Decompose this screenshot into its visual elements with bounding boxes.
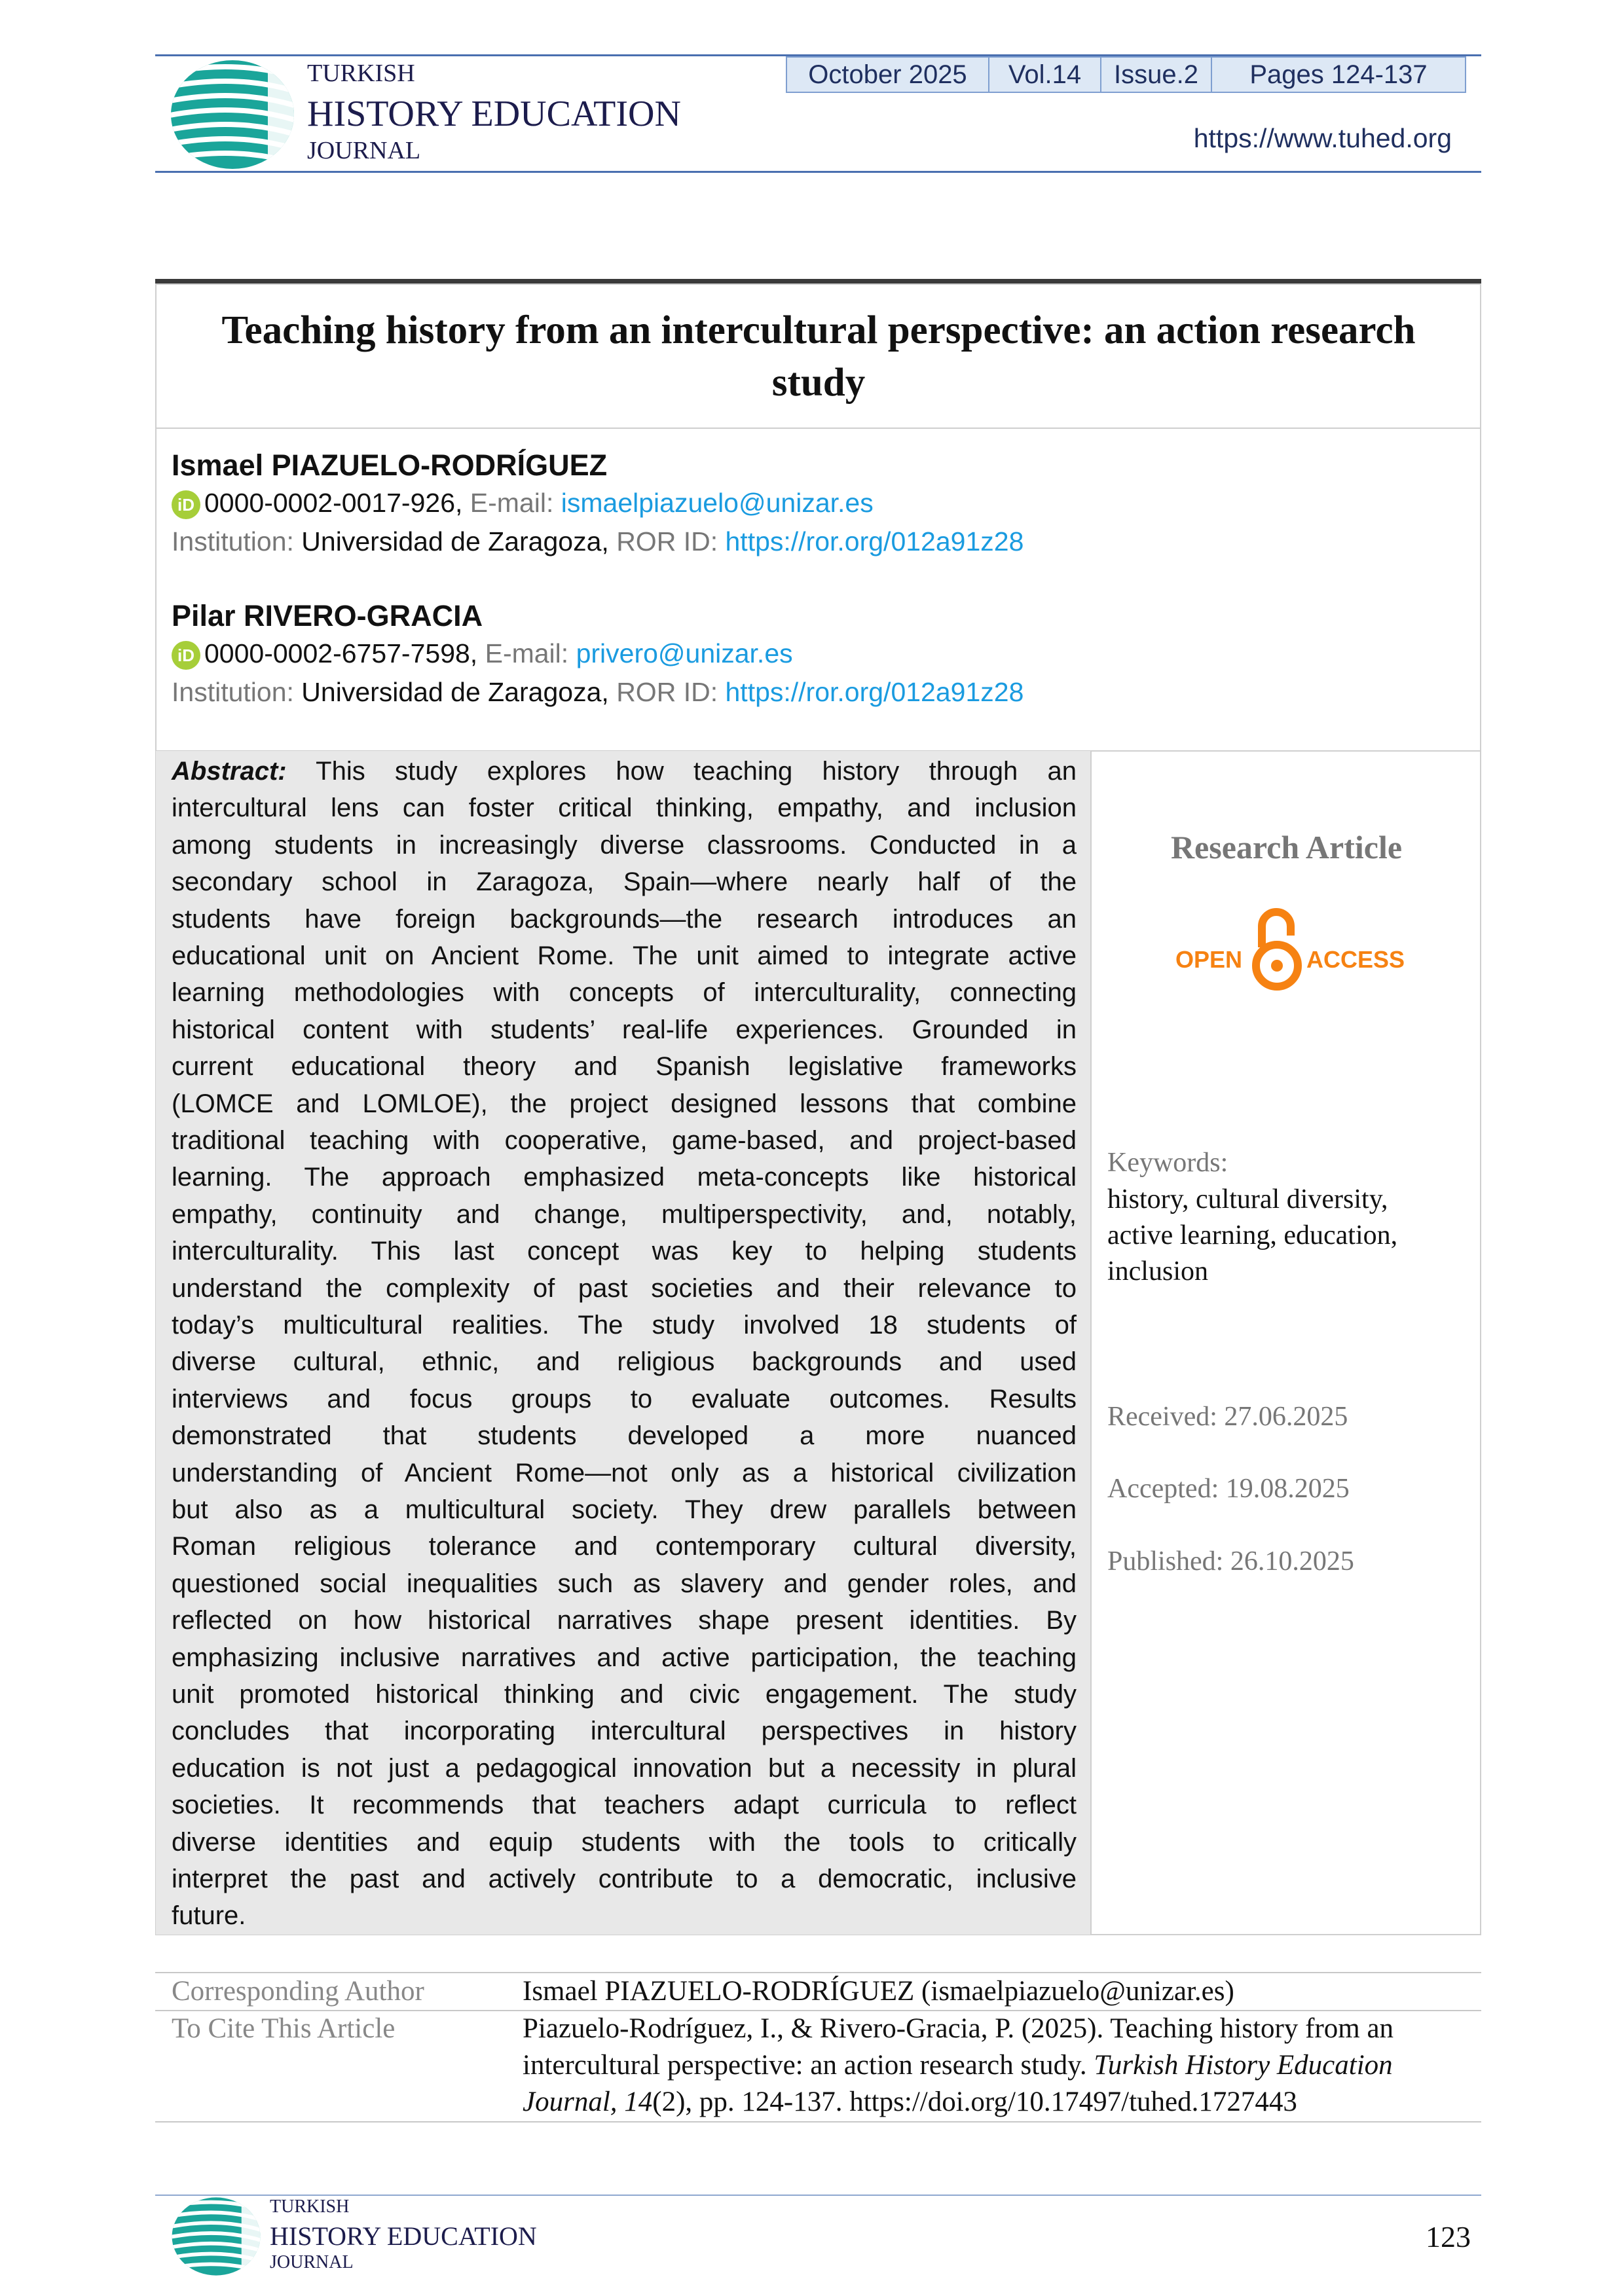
abstract-line: educational unit on Ancient Rome. The unit aimed to integrate active <box>172 941 1077 970</box>
page-number: 123 <box>1426 2220 1471 2253</box>
abstract-line: (LOMCE and LOMLOE), the project designed lessons that combine <box>172 1089 1077 1118</box>
email-link[interactable]: privero@unizar.es <box>576 638 793 668</box>
author-name: Pilar RIVERO-GRACIA <box>172 599 483 632</box>
abstract-line: interculturality. This last concept was key to helping students <box>172 1237 1077 1266</box>
ror-label: ROR ID: <box>616 677 718 707</box>
abstract-line: among students in increasingly diverse classrooms. Conducted in a <box>172 830 1077 860</box>
abstract-line: current educational theory and Spanish legislative frameworks <box>172 1052 1077 1082</box>
received-date: Received: 27.06.2025 <box>1107 1402 1348 1432</box>
abstract-line: but also as a multicultural society. They drew parallels between <box>172 1495 1077 1524</box>
title-line: study <box>771 361 866 405</box>
abstract-line: education is not just a pedagogical innovation but a necessity in plural <box>172 1753 1077 1783</box>
title-line: Teaching history from an intercultural perspective: an action research <box>221 308 1416 352</box>
abstract-line: reflected on how historical narratives shape present identities. By <box>172 1606 1077 1635</box>
orcid-icon[interactable]: iD <box>172 490 200 519</box>
abstract-line: understanding of Ancient Rome—not only as a historical civilization <box>172 1458 1077 1487</box>
abstract-line: secondary school in Zaragoza, Spain—where nearly half of the <box>172 867 1077 897</box>
footer-journal-line2: HISTORY EDUCATION <box>270 2221 537 2251</box>
abstract-line: future. <box>172 1901 246 1931</box>
email-label: E-mail: <box>470 488 554 518</box>
abstract-line: concludes that incorporating intercultural perspectives in history <box>172 1717 1077 1746</box>
abstract-text: This study explores how teaching history through an <box>316 757 1077 786</box>
journal-url-link[interactable]: https://www.tuhed.org <box>1193 123 1452 153</box>
journal-name-line1: TURKISH <box>307 60 415 87</box>
corresponding-label: Corresponding Author <box>172 1976 424 2007</box>
abstract-line: interviews and focus groups to evaluate outcomes. Results <box>172 1384 1077 1413</box>
cite-label: To Cite This Article <box>172 2013 396 2044</box>
ror-label: ROR ID: <box>616 526 718 556</box>
abstract-line: demonstrated that students developed a more nuanced <box>172 1421 1077 1451</box>
orcid-id: 0000-0002-0017-926, <box>204 488 463 518</box>
abstract-line: interpret the past and actively contribute to a democratic, inclusive <box>172 1865 1077 1893</box>
abstract-line: diverse identities and equip students with the tools to critically <box>172 1827 1077 1857</box>
cite-doi[interactable]: (2), pp. 124-137. https://doi.org/10.17497/tuhed.1727443 <box>652 2086 1297 2117</box>
issue-date: October 2025 <box>786 56 989 93</box>
footer-journal-line3: JOURNAL <box>270 2252 354 2272</box>
abstract-line: traditional teaching with cooperative, game-based, and project-based <box>172 1126 1077 1155</box>
pages: Pages 124-137 <box>1211 56 1466 93</box>
author-name: Ismael PIAZUELO-RODRÍGUEZ <box>172 448 608 482</box>
cite-text: intercultural perspective: an action research study. <box>523 2050 1087 2081</box>
table-rule <box>155 2121 1481 2123</box>
open-access-text: ACCESS <box>1306 946 1405 973</box>
article-title <box>170 304 1467 409</box>
orcid-icon[interactable]: iD <box>172 641 200 670</box>
footer-logo-icon <box>170 2196 263 2276</box>
abstract-line: learning methodologies with concepts of interculturality, connecting <box>172 978 1077 1008</box>
corresponding-value: Ismael PIAZUELO-RODRÍGUEZ (ismaelpiazuelo@unizar.es) <box>523 1976 1234 2007</box>
accepted-date: Accepted: 19.08.2025 <box>1107 1474 1350 1504</box>
keywords-line: active learning, education, <box>1107 1220 1398 1250</box>
abstract-label: Abstract: <box>172 757 287 786</box>
cite-line <box>523 2086 1297 2118</box>
abstract-line: learning. The approach emphasized meta-concepts like historical <box>172 1163 1077 1192</box>
keywords-label: Keywords: <box>1107 1148 1228 1178</box>
author-institution <box>172 677 1024 708</box>
abstract-line: questioned social inequalities such as slavery and gender roles, and <box>172 1569 1077 1598</box>
abstract-line: today’s multicultural realities. The study involved 18 students of <box>172 1311 1077 1339</box>
institution-label: Institution: <box>172 677 294 707</box>
email-label: E-mail: <box>485 638 569 668</box>
author-institution <box>172 526 1024 557</box>
abstract-line: societies. It recommends that teachers adapt curricula to reflect <box>172 1791 1077 1820</box>
abstract-line: emphasizing inclusive narratives and active participation, the teaching <box>172 1643 1077 1672</box>
cite-journal: Journal, 14 <box>523 2086 653 2117</box>
abstract-line: unit promoted historical thinking and civic engagement. The study <box>172 1680 1077 1709</box>
cite-line: Piazuelo-Rodríguez, I., & Rivero-Gracia, P. (2025). Teaching history from an <box>523 2013 1394 2044</box>
open-access-logo <box>1175 907 1405 992</box>
abstract-first-line <box>172 753 1077 790</box>
open-access-text: OPEN <box>1175 946 1243 973</box>
issue: Issue.2 <box>1100 56 1212 93</box>
orcid-id: 0000-0002-6757-7598, <box>204 638 478 668</box>
author-contact <box>172 638 793 670</box>
institution: Universidad de Zaragoza, <box>301 677 609 707</box>
table-rule <box>155 1972 1481 1973</box>
keywords-line: history, cultural diversity, <box>1107 1184 1388 1214</box>
cite-journal: Turkish History Education <box>1094 2050 1393 2081</box>
abstract-line: understand the complexity of past societies and their relevance to <box>172 1273 1077 1303</box>
institution-label: Institution: <box>172 526 294 556</box>
institution: Universidad de Zaragoza, <box>301 526 609 556</box>
open-lock-icon <box>1247 907 1306 992</box>
author-contact <box>172 488 874 519</box>
footer-journal-line1: TURKISH <box>270 2196 350 2217</box>
abstract-line: historical content with students’ real-life experiences. Grounded in <box>172 1015 1077 1044</box>
ror-link[interactable]: https://ror.org/012a91z28 <box>725 677 1024 707</box>
email-link[interactable]: ismaelpiazuelo@unizar.es <box>561 488 874 518</box>
abstract-line: empathy, continuity and change, multiperspectivity, and, notably, <box>172 1199 1077 1229</box>
keywords-line: inclusion <box>1107 1256 1208 1286</box>
abstract-line: intercultural lens can foster critical thinking, empathy, and inclusion <box>172 793 1077 823</box>
cite-line <box>523 2049 1393 2081</box>
journal-logo-icon <box>170 59 295 170</box>
published-date: Published: 26.10.2025 <box>1107 1546 1354 1576</box>
journal-name-line2: HISTORY EDUCATION <box>307 94 681 134</box>
header-bottom-rule <box>155 171 1481 173</box>
table-rule <box>155 2010 1481 2011</box>
abstract-line: students have foreign backgrounds—the research introduces an <box>172 904 1077 934</box>
volume: Vol.14 <box>988 56 1101 93</box>
footer-rule <box>155 2195 1481 2196</box>
article-type: Research Article <box>1170 829 1403 866</box>
journal-name-line3: JOURNAL <box>307 137 421 164</box>
abstract-line: diverse cultural, ethnic, and religious backgrounds and used <box>172 1347 1077 1377</box>
ror-link[interactable]: https://ror.org/012a91z28 <box>725 526 1024 556</box>
abstract-line: Roman religious tolerance and contemporary cultural diversity, <box>172 1532 1077 1561</box>
